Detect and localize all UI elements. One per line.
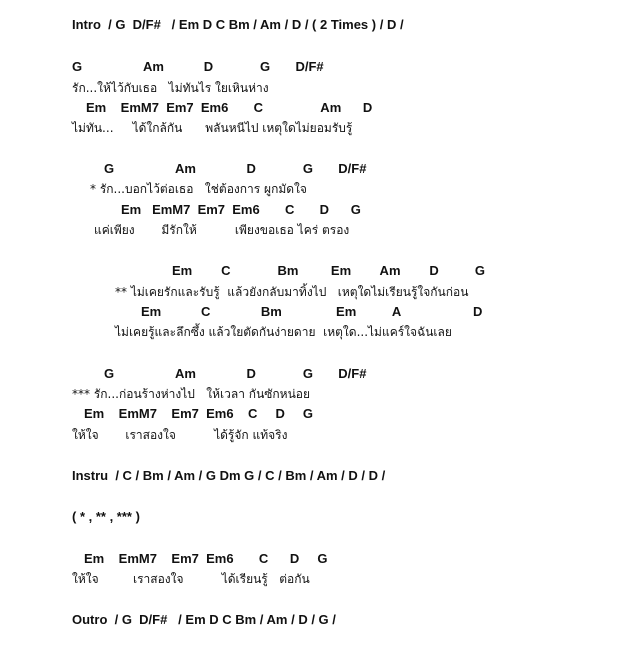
intro-line: Intro / G D/F# / Em D C Bm / Am / D / ( 2 Times ) / D / [72, 17, 404, 32]
chord-line: Em C Bm Em A D [141, 304, 483, 319]
chord-line: G Am D G D/F# [104, 161, 367, 176]
lyric-line: ไม่เคยรู้และลึกซึ้ง แล้วใยตัดกันง่ายดาย เหตุใด...ไม่แคร์ใจฉันเลย [115, 325, 452, 339]
lyric-line: *** รัก...ก่อนร้างห่างไป ให้เวลา กันซักหน่อย [72, 387, 311, 401]
chord-line: Em EmM7 Em7 Em6 C D G [84, 406, 314, 421]
lyric-line: รัก...ให้ไว้กับเธอ ไม่ทันไร ใยเหินห่าง [72, 81, 269, 95]
lyric-line: ให้ใจ เราสองใจ ได้รู้จัก แท้จริง [72, 428, 288, 442]
lyric-line: ให้ใจ เราสองใจ ได้เรียนรู้ ต่อกัน [72, 572, 310, 586]
instru-line: Instru / C / Bm / Am / G Dm G / C / Bm / Am / D / D / [72, 468, 386, 483]
lyric-line: แค่เพียง มีรักให้ เพียงขอเธอ ไคร่ ตรอง [94, 223, 350, 237]
chord-line: Em EmM7 Em7 Em6 C D G [84, 551, 328, 566]
lyric-line: ไม่ทัน... ได้ใกล้กัน พลันหนีไป เหตุใดไม่ยอมรับรู้ [72, 121, 353, 135]
chord-line: Em EmM7 Em7 Em6 C D G [121, 202, 361, 217]
chord-line: Em EmM7 Em7 Em6 C Am D [86, 100, 373, 115]
lyric-line: ** ไม่เคยรักและรับรู้ แล้วยังกลับมาทิ้งไป เหตุใดไม่เรียนรู้ใจกันก่อน [115, 285, 469, 299]
chord-line: G Am D G D/F# [104, 366, 367, 381]
outro-line: Outro / G D/F# / Em D C Bm / Am / D / G / [72, 612, 336, 627]
repeat-markers: ( * , ** , *** ) [72, 509, 140, 524]
chord-line: Em C Bm Em Am D G [172, 263, 486, 278]
lyric-line: * รัก...บอกไว้ต่อเธอ ใช่ต้องการ ผูกมัดใจ [90, 182, 307, 196]
chord-line: G Am D G D/F# [72, 59, 324, 74]
